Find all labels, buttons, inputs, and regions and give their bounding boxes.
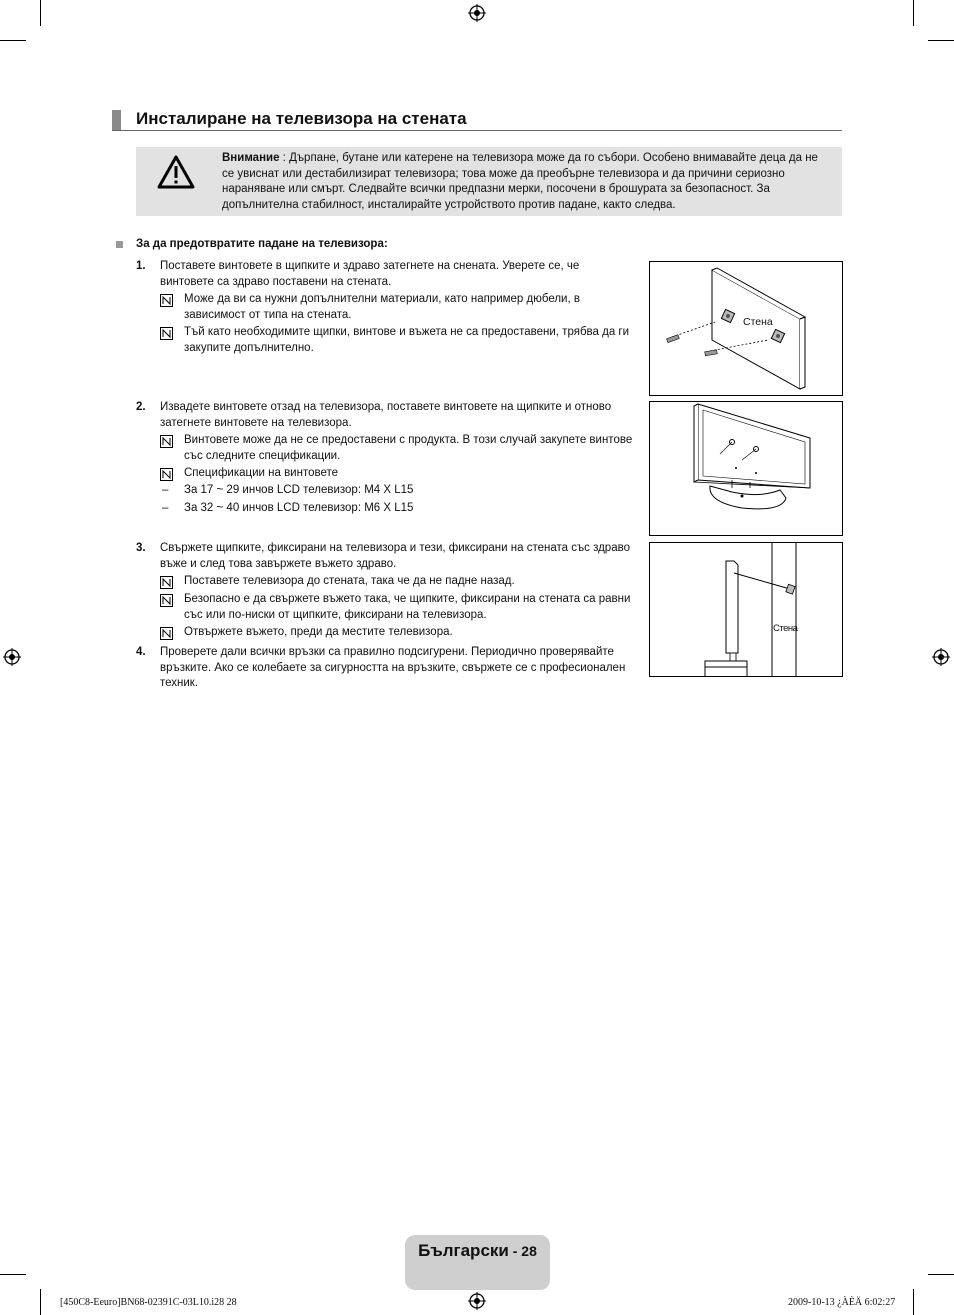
step-note: Спецификации на винтовете <box>184 467 339 479</box>
screw-spec: За 17 ~ 29 инчов LCD телевизор: M4 X L15 <box>184 484 414 496</box>
wall-label: Стена <box>773 623 798 634</box>
note-icon <box>160 594 173 607</box>
registration-mark-icon <box>3 648 21 666</box>
warning-triangle-icon <box>156 154 196 190</box>
warning-body: : Дърпане, бутане или катерене на телевизора може да го събори. Особено внимавайте деца да не се увиснат или дестабилизират телевизора; това може да преобърне телевизора и да причини сериозно нараняване или смърт. Следвайте всички предпазни мерки, посочени в брошурата за безопасност. За допълнителна стабилност, инсталирайте устройството против падане, както следва. <box>222 152 818 211</box>
note-icon <box>160 327 173 340</box>
step-text: Проверете дали всички връзки са правилно подсигурени. Периодично проверявайте връзките. Ако се колебаете за сигурността на връзките, свържете се с професионален техник. <box>160 646 626 689</box>
warning-label: Внимание <box>222 152 280 164</box>
registration-mark-icon <box>932 648 950 666</box>
crop-mark <box>40 0 41 26</box>
step-note: Тъй като необходимите щипки, винтове и въжета не са предоставени, трябва да ги закупите допълнително. <box>184 326 630 354</box>
crop-mark <box>0 40 26 41</box>
note-icon <box>160 294 173 307</box>
tv-back-illustration <box>650 402 842 535</box>
step-text: Извадете винтовете отзад на телевизора, поставете винтовете на щипките и отново затегнете винтовете на телевизора. <box>160 401 612 429</box>
step-note: Поставете телевизора до стената, така че да не падне назад. <box>184 575 515 587</box>
crop-mark <box>913 0 914 26</box>
dash-bullet: – <box>162 502 169 514</box>
registration-mark-icon <box>468 1292 486 1310</box>
step-note: Винтовете може да не се предоставени с продукта. В този случай закупете винтове със следните спецификации. <box>184 434 633 462</box>
page-number: - 28 <box>508 1243 537 1259</box>
registration-mark-icon <box>468 4 486 22</box>
note-icon <box>160 435 173 448</box>
wall-label: Стена <box>743 316 773 328</box>
figure-wall-clips <box>649 261 843 396</box>
note-icon <box>160 468 173 481</box>
note-icon <box>160 576 173 589</box>
square-bullet-icon <box>116 241 123 248</box>
figure-tv-back <box>649 401 843 536</box>
warning-text <box>222 151 828 213</box>
tv-side-illustration <box>650 543 842 676</box>
step-note: Безопасно е да свържете въжето така, че щипките, фиксирани на стената са равни със или по-ниски от щипките, фиксирани на телевизора. <box>184 593 631 621</box>
language-label <box>405 1241 550 1261</box>
crop-mark <box>913 1289 914 1315</box>
print-file-info: [450C8-Eeuro]BN68-02391C-03L10.i28 28 <box>60 1297 237 1308</box>
step-note: Може да ви са нужни допълнителни материали, като например дюбели, в зависимост от типа на стената. <box>184 293 580 321</box>
screw-spec: За 32 ~ 40 инчов LCD телевизор: M6 X L15 <box>184 502 414 514</box>
dash-bullet: – <box>162 484 169 496</box>
step-number: 3. <box>136 542 146 554</box>
subheading: За да предотвратите падане на телевизора: <box>136 238 388 250</box>
print-timestamp: 2009-10-13 ¿ÀÈÄ 6:02:27 <box>788 1297 896 1308</box>
language-name: Български <box>418 1241 509 1260</box>
wall-clips-illustration <box>650 262 842 395</box>
title-marker <box>112 110 121 130</box>
step-number: 2. <box>136 401 146 413</box>
step-text: Свържете щипките, фиксирани на телевизора и тези, фиксирани на стената със здраво въже и след това завържете въжето здраво. <box>160 542 630 570</box>
crop-mark <box>928 40 954 41</box>
crop-mark <box>0 1274 26 1275</box>
title-rule <box>112 130 842 131</box>
step-note: Отвържете въжето, преди да местите телевизора. <box>184 626 453 638</box>
crop-mark <box>40 1289 41 1315</box>
note-icon <box>160 627 173 640</box>
figure-tv-side <box>649 542 843 677</box>
step-text: Поставете винтовете в щипките и здраво затегнете на снената. Уверете се, че винтовете са здраво поставени на стената. <box>160 260 580 288</box>
language-page-tab <box>405 1235 550 1290</box>
page-title: Инсталиране на телевизора на стената <box>136 109 467 128</box>
step-number: 1. <box>136 260 146 272</box>
step-number: 4. <box>136 646 146 658</box>
warning-box <box>136 147 842 216</box>
crop-mark <box>928 1274 954 1275</box>
